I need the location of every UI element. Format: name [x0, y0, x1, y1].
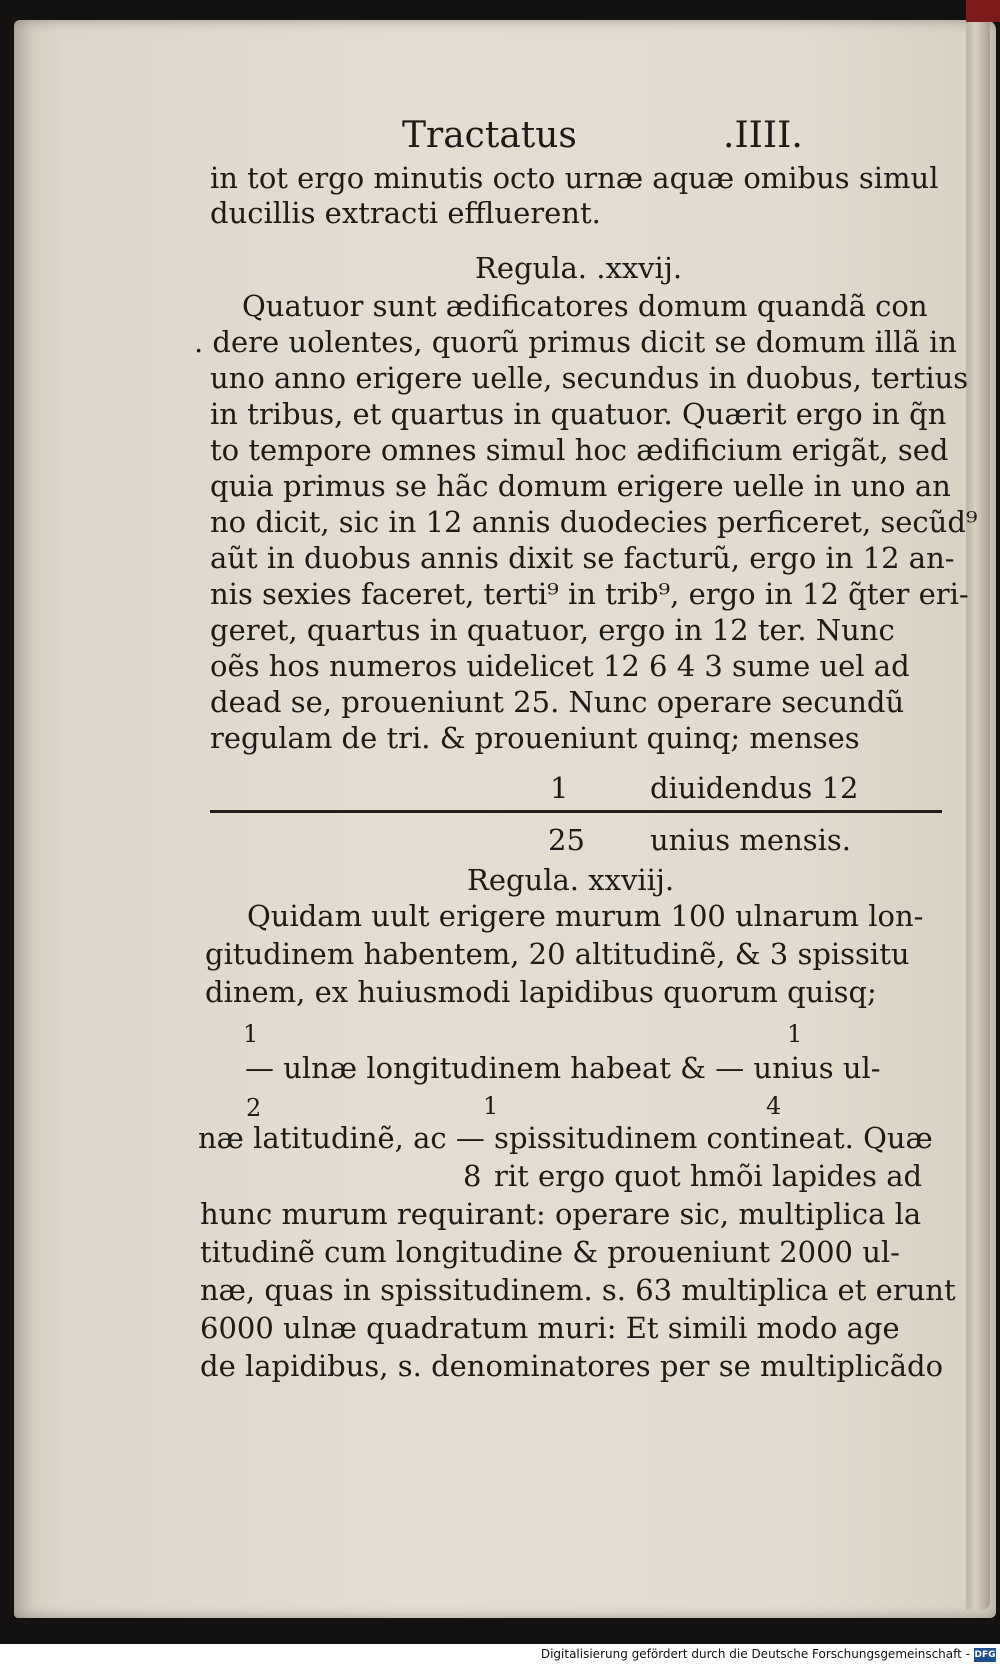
text-line: no dicit, sic in 12 annis duodecies perficeret, secũd⁹: [210, 505, 978, 539]
text-line: in tot ergo minutis octo urnæ aquæ omibus simul: [210, 161, 939, 195]
funding-notice: Digitalisierung gefördert durch die Deutsche Forschungsgemeinschaft -: [540, 1647, 970, 1661]
running-title: Tractatus: [402, 115, 577, 156]
text-line: — ulnæ longitudinem habeat & — unius ul-: [245, 1051, 881, 1085]
text-line: dead se, proueniunt 25. Nunc operare secundũ: [210, 685, 905, 719]
red-marker: [966, 0, 1000, 22]
footer-bar: [0, 1644, 1000, 1668]
text-line: hunc murum requirant: operare sic, multiplica la: [200, 1197, 922, 1231]
text-line: in tribus, et quartus in quatuor. Quærit ergo in q̃n: [210, 397, 947, 431]
page-edge: [966, 10, 990, 1610]
text-line: oẽs hos numeros uidelicet 12 6 4 3 sume uel ad: [210, 649, 910, 683]
text-line: to tempore omnes simul hoc ædificium erigãt, sed: [210, 433, 949, 467]
text-line: Quatuor sunt ædificatores domum quandã con: [242, 289, 928, 323]
text-line: uno anno erigere uelle, secundus in duobus, tertius: [210, 361, 969, 395]
rule-28-heading: Regula. xxviij.: [467, 863, 675, 897]
text-line: titudinẽ cum longitudine & proueniunt 2000 ul-: [200, 1235, 900, 1269]
fraction-denominator: 8: [463, 1159, 482, 1193]
fraction-denominator: 2: [246, 1094, 262, 1122]
text-line: næ latitudinẽ, ac — spissitudinem contineat. Quæ: [198, 1121, 933, 1155]
dfg-logo: DFG: [974, 1650, 996, 1660]
text-line: nis sexies faceret, terti⁹ in trib⁹, ergo in 12 q̃ter eri-: [210, 577, 969, 611]
text-line: regulam de tri. & proueniunt quinq; menses: [210, 721, 860, 755]
text-line: . dere uolentes, quorũ primus dicit se domum illã in: [194, 325, 957, 359]
text-line: Quidam uult erigere murum 100 ulnarum lon-: [247, 899, 924, 933]
fraction-numerator: 1: [243, 1020, 259, 1048]
fraction-denominator: 25: [548, 823, 585, 857]
text-line: næ, quas in spissitudinem. s. 63 multiplica et erunt: [200, 1273, 956, 1307]
text-line: 6000 ulnæ quadratum muri: Et simili modo age: [200, 1311, 900, 1345]
fraction-numerator: 1: [483, 1092, 499, 1120]
fraction-rule: [210, 810, 942, 813]
text-line: dinem, ex huiusmodi lapidibus quorum quisq;: [205, 975, 877, 1009]
text-line: de lapidibus, s. denominatores per se multiplicãdo: [200, 1349, 944, 1383]
text-line: quia primus se hãc domum erigere uelle in uno an: [210, 469, 951, 503]
text-line: geret, quartus in quatuor, ergo in 12 ter. Nunc: [210, 613, 895, 647]
fraction-label-bottom: unius mensis.: [650, 823, 852, 857]
text-line: ducillis extracti effluerent.: [210, 196, 601, 230]
fraction-numerator: 1: [550, 771, 569, 805]
fraction-denominator: 4: [766, 1092, 782, 1120]
text-line: rit ergo quot hmõi lapides ad: [494, 1159, 923, 1193]
tractatus-number: .IIII.: [723, 115, 803, 156]
text-line: gitudinem habentem, 20 altitudinẽ, & 3 spissitu: [205, 937, 910, 971]
rule-27-heading: Regula. .xxvij.: [475, 251, 683, 285]
fraction-label-top: diuidendus 12: [650, 771, 859, 805]
fraction-numerator: 1: [787, 1020, 803, 1048]
text-line: aũt in duobus annis dixit se facturũ, ergo in 12 an-: [210, 541, 955, 575]
